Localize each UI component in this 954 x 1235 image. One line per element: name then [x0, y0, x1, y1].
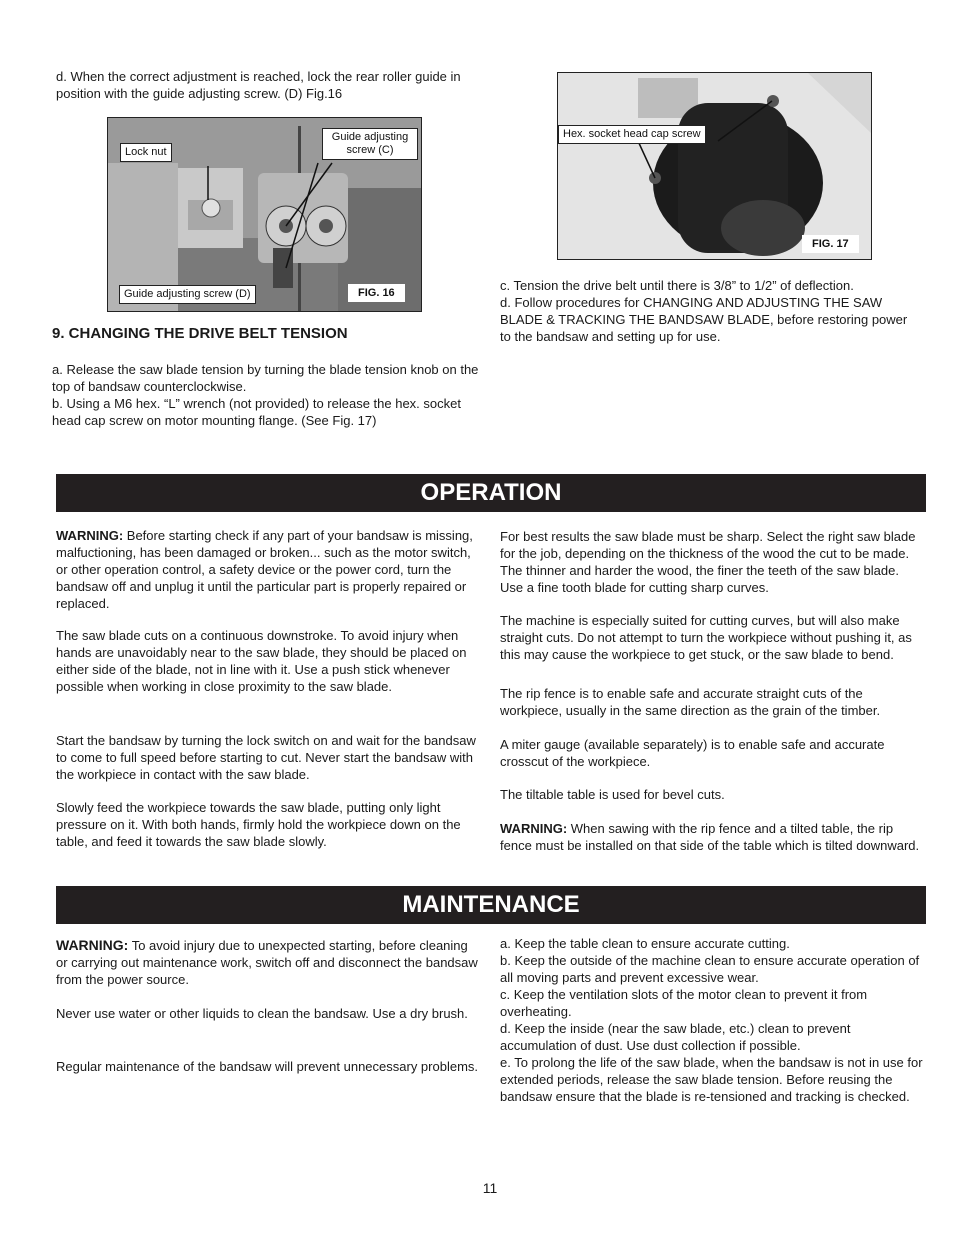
maintenance-warning — [56, 937, 481, 988]
warning-label: WARNING: — [500, 821, 568, 836]
warning-label: WARNING: — [56, 528, 124, 543]
operation-para-4: Slowly feed the workpiece towards the saw blade, putting only light pressure on it. With both hands, firmly hold the workpiece down on the table, and feed it towards the saw blade slowly. — [56, 800, 461, 849]
operation-right-warning — [500, 820, 925, 854]
guide-screw-d-label: Guide adjusting screw (D) — [119, 285, 256, 304]
figure-17-illustration — [558, 73, 871, 259]
fig-16-tag: FIG. 16 — [348, 284, 405, 302]
maintenance-banner: MAINTENANCE — [56, 886, 926, 924]
warning-text: Before starting check if any part of your bandsaw is missing, malfuctioning, has been damaged or broken... such as the motor switch, or other operation control, a safety device or the power cord, turn the bandsaw off and unplug it until the particular part is properly repaired or replaced. — [56, 528, 473, 611]
operation-right-2: The machine is especially suited for cutting curves, but will also make straight cuts. Do not attempt to turn the workpiece without pushing it, as this may cause the workpiece to get stuck, or the saw blade to bend. — [500, 613, 912, 662]
operation-banner: OPERATION — [56, 474, 926, 512]
hex-screw-label: Hex. socket head cap screw — [558, 125, 706, 144]
section-title-drive-belt: 9. CHANGING THE DRIVE BELT TENSION — [52, 325, 348, 342]
steps-a-b-paragraph: a. Release the saw blade tension by turning the blade tension knob on the top of bandsaw counterclockwise. b. Using a M6 hex. “L” wrench (not provided) to release the hex. socket head cap screw on motor mounting flange. (See Fig. 17) — [52, 362, 479, 428]
warning-text: To avoid injury due to unexpected starting, before cleaning or carrying out maintenance work, switch off and disconnect the bandsaw from the power source. — [56, 938, 478, 987]
operation-right-3: The rip fence is to enable safe and accurate straight cuts of the workpiece, usually in the same direction as the grain of the timber. — [500, 686, 881, 718]
steps-c-d-paragraph: c. Tension the drive belt until there is 3/8” to 1/2” of deflection. d. Follow procedures for CHANGING AND ADJUSTING THE SAW BLADE & TRACKING THE BANDSAW BLADE, before restoring power to the bandsaw and setting up for use. — [500, 278, 908, 344]
maintenance-para-2: Never use water or other liquids to clean the bandsaw. Use a dry brush. — [56, 1006, 468, 1021]
warning-label: WARNING: — [56, 937, 129, 953]
operation-right-1: For best results the saw blade must be sharp. Select the right saw blade for the job, depending on the thickness of the wood the cut to be made. The thinner and harder the wood, the finer the teeth of the saw blade. Use a fine tooth blade for cutting sharp curves. — [500, 529, 916, 595]
figure-16-photo — [107, 117, 422, 312]
warning-text: When sawing with the rip fence and a tilted table, the rip fence must be installed on that side of the table which is tilted downward. — [500, 821, 920, 853]
operation-para-2: The saw blade cuts on a continuous downstroke. To avoid injury when hands are unavoidably near to the saw blade, they should be placed on either side of the blade, not in line with it. Use a push stick whenever possible when working in close proximity to the saw blade. — [56, 628, 467, 694]
fig-17-tag: FIG. 17 — [802, 235, 859, 253]
operation-right-4: A miter gauge (available separately) is to enable safe and accurate crosscut of the workpiece. — [500, 737, 885, 769]
guide-screw-c-label: Guide adjusting screw (C) — [322, 128, 418, 160]
operation-para-3: Start the bandsaw by turning the lock switch on and wait for the bandsaw to come to full speed before starting to cut. Never start the bandsaw with the workpiece in contact with the saw blade. — [56, 733, 476, 782]
maintenance-checklist: a. Keep the table clean to ensure accurate cutting. b. Keep the outside of the machine clean to ensure accurate operation of all moving parts and prevent excessive wear. c. Keep the ventilation slots of the motor clean to prevent it from overheating. d. Keep the inside (near the saw blade, etc.) clean to prevent accumulation of dust. Use dust collection if possible. e. To prolong the life of the saw blade, when the bandsaw is not in use for extended periods, release the saw blade tension. Before reusing the bandsaw ensure that the blade is re-tensioned and tracking is checked. — [500, 936, 923, 1104]
figure-17-photo — [557, 72, 872, 260]
lock-nut-label: Lock nut — [120, 143, 172, 162]
step-d-paragraph: d. When the correct adjustment is reached, lock the rear roller guide in position with the guide adjusting screw. (D) Fig.16 — [56, 69, 461, 101]
page-number: 11 — [482, 1180, 498, 1196]
operation-warning — [56, 527, 481, 612]
maintenance-para-3: Regular maintenance of the bandsaw will prevent unnecessary problems. — [56, 1059, 479, 1074]
operation-right-5: The tiltable table is used for bevel cuts. — [500, 787, 725, 802]
